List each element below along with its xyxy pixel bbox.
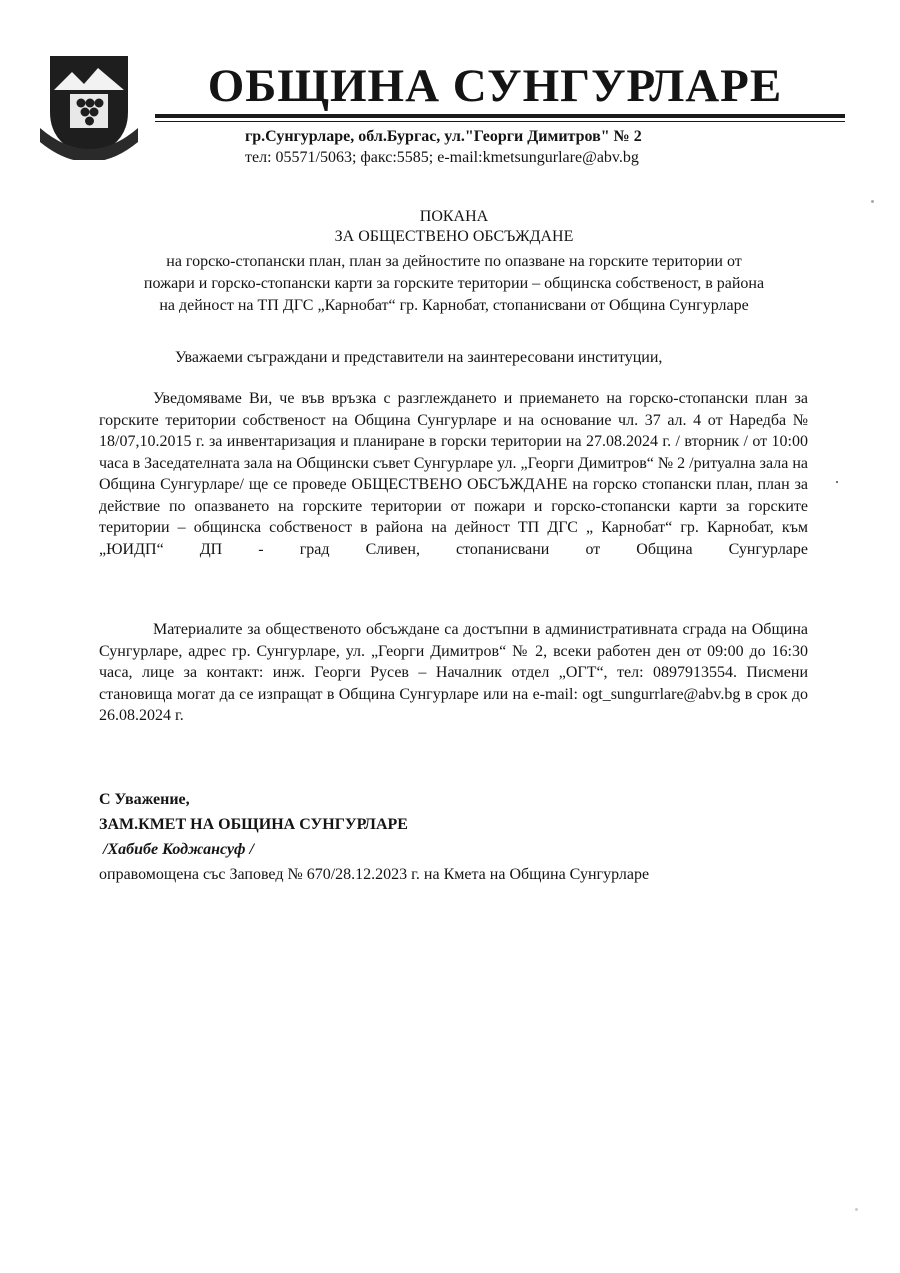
crest-grape-4 bbox=[81, 108, 90, 117]
scan-speck bbox=[871, 200, 874, 203]
body-paragraph-materials: Материалите за общественото обсъждане са достъпни в административната сграда на Община Сунгурларе, адрес гр. Сунгурларе, ул. „Георги Димитров“ № 2, всеки работен ден от 09:00 до 16:30 часа, лице за контакт: инж. Георги Русев – Началник отдел „ОГТ“, тел: 0897913554. Писмени становища могат да се изпращат в Община Сунгурларе или на e-mail: ogt_sungurrlare@abv.bg в срок до 26.08.2024 г. bbox=[99, 621, 808, 724]
heading-public-discussion: ЗА ОБЩЕСТВЕНО ОБСЪЖДАНЕ bbox=[334, 228, 574, 245]
signatory-name: /Хабибе Коджансуф / bbox=[103, 841, 254, 858]
header-rule-thin bbox=[155, 121, 845, 122]
document-heading bbox=[100, 207, 808, 247]
crest-grape-2 bbox=[86, 99, 95, 108]
subject-line: пожари и горско-стопански карти за горските територии – общинска собственост, в района bbox=[143, 275, 765, 292]
heading-invitation: ПОКАНА bbox=[419, 208, 489, 225]
municipality-crest-logo bbox=[34, 50, 144, 160]
signature-block bbox=[99, 787, 819, 887]
crest-grape-1 bbox=[77, 99, 86, 108]
closing-salutation: С Уважение, bbox=[99, 791, 190, 808]
crest-grape-6 bbox=[85, 117, 94, 126]
document-subject bbox=[100, 251, 808, 317]
scan-speck bbox=[836, 481, 838, 483]
subject-line: на горско-стопански план, план за дейностите по опазване на горските територии от bbox=[166, 253, 742, 270]
subject-line: на дейност на ТП ДГС „Карнобат“ гр. Карнобат, стопанисвани от Община Сунгурларе bbox=[159, 297, 749, 314]
body-paragraph-notice: Уведомяваме Ви, че във връзка с разглеждането и приемането на горско-стопански план за горските територии собственост на Община Сунгурларе и на основание чл. 37 ал. 4 от Наредба № 18/07,10.2015 г. за инвентаризация и планиране в горски територии на 27.08.2024 г. / вторник / от 10:00 часа в Заседателната зала на Общински съвет Сунгурларе ул. „Георги Димитров“ № 2 /ритуална зала на Община Сунгурларе/ ще се проведе ОБЩЕСТВЕНО ОБСЪЖДАНЕ на горско стопански план, план за действие по опазването на горските територии от пожари и горско-стопански карти за горските територии – общинска собственост в района на дейност ТП ДГС „ Карнобат“ гр. Карнобат, към „ЮИДП“ ДП - град Сливен, стопанисвани от Община Сунгурларе bbox=[99, 390, 808, 558]
authorization-note: оправомощена със Заповед № 670/28.12.2023 г. на Кмета на Община Сунгурларе bbox=[99, 866, 650, 883]
municipality-contacts: тел: 05571/5063; факс:5585; e-mail:kmetsungurlare@abv.bg bbox=[245, 149, 639, 166]
crest-grape-3 bbox=[95, 99, 104, 108]
signatory-position: ЗАМ.КМЕТ НА ОБЩИНА СУНГУРЛАРЕ bbox=[99, 816, 408, 833]
greeting: Уважаеми съграждани и представители на заинтересовани институции, bbox=[175, 349, 663, 366]
municipality-address: гр.Сунгурларе, обл.Бургас, ул."Георги Димитров" № 2 bbox=[245, 128, 642, 145]
header-rule-thick bbox=[155, 114, 845, 118]
municipality-name: ОБЩИНА СУНГУРЛАРЕ bbox=[207, 60, 783, 112]
crest-grape-5 bbox=[90, 108, 99, 117]
scan-speck bbox=[855, 1208, 858, 1211]
